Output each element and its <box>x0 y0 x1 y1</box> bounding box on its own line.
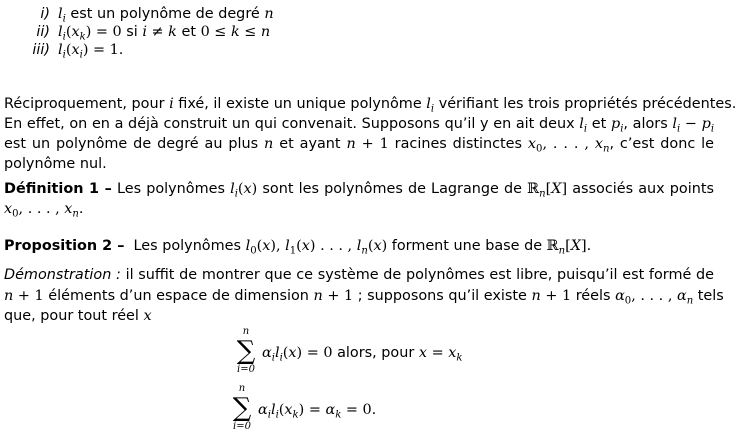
item-text: et <box>181 24 196 40</box>
property-list <box>4 5 274 59</box>
definition-line: $x_0$, . . . , $x_n$. <box>4 201 84 220</box>
paragraph-line: polynôme nul. <box>4 156 107 172</box>
summation-symbol: n ∑ i=0 <box>236 326 256 375</box>
demonstration-line: n + 1 éléments d’un espace de dimension n + 1 ; supposons qu’il existe n + 1 réels $\alpha_0$, . . . , $\alpha_n$ tels <box>4 288 724 307</box>
paragraph-line: En effet, on en a déjà construit un qui convenait. Supposons qu’il y en ait deux $l_i$ et $p_i$, alors $l_i - p_i$ <box>4 116 715 135</box>
paragraph-line: Réciproquement, pour i fixé, il existe un unique polynôme $l_i$ vérifiant les trois propriétés précédentes. <box>4 96 736 115</box>
item-label: ii) <box>36 24 50 40</box>
property-item-1: i) $l_i$ est un polynôme de degré n <box>4 5 274 23</box>
proposition-heading: Proposition 2 – <box>4 238 125 254</box>
item-label: i) <box>40 6 50 22</box>
property-item-3: iii) $l_i(x_i) = 1$. <box>4 41 274 59</box>
demonstration-heading: Démonstration : <box>4 267 121 283</box>
definition-line: Définition 1 – Les polynômes $l_i(x)$ sont les polynômes de Lagrange de ℝ$_n$[X] associés aux points <box>4 181 714 200</box>
paragraph-line: est un polynôme de degré au plus n et ayant n + 1 racines distinctes $x_0$, . . . , $x_n$, c’est donc le <box>4 136 715 155</box>
item-text: est un polynôme de degré <box>70 6 260 22</box>
summation-symbol: n ∑ i=0 <box>232 383 252 432</box>
proposition-line: Proposition 2 – Les polynômes $l_0(x)$, $l_1(x)$ . . . , $l_n(x)$ forment une base de ℝ$_n$[X]. <box>4 238 592 257</box>
item-label: iii) <box>32 42 50 58</box>
definition-heading: Définition 1 – <box>4 181 112 197</box>
item-text: si <box>126 24 138 40</box>
demonstration-line: que, pour tout réel x <box>4 308 152 324</box>
demonstration-line: Démonstration : il suffit de montrer que ce système de polynômes est libre, puisqu’il est formé de <box>4 267 715 283</box>
property-item-2: ii) $l_i(x_k) = 0$ si i ≠ k et 0 ≤ k ≤ n <box>4 23 274 41</box>
